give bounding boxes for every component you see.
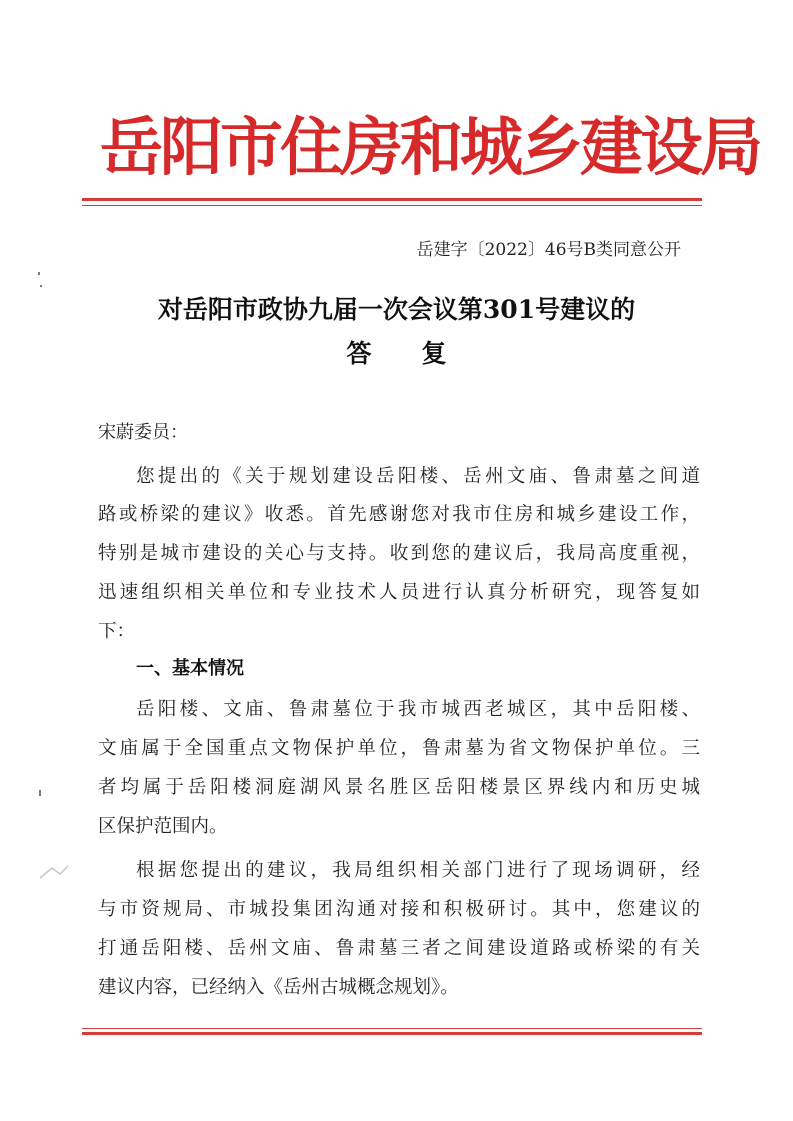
salutation: 宋蔚委员：: [98, 422, 188, 443]
header-rule-thin: [82, 205, 702, 206]
scan-mark: [38, 272, 40, 275]
footer-rule-thin: [82, 1028, 702, 1029]
text-line: 与市资规局、市城投集团沟通对接和积极研讨。其中，您建议的: [98, 899, 700, 920]
header-rule-thick: [82, 198, 702, 201]
scan-mark: [38, 852, 72, 886]
text-line: 迅速组织相关单位和专业技术人员进行认真分析研究，现答复如: [98, 582, 700, 603]
text-line: 打通岳阳楼、岳州文庙、鲁肃墓三者之间建设道路或桥梁的有关: [98, 938, 700, 959]
scan-mark: [40, 285, 42, 287]
scan-mark: [39, 790, 41, 796]
footer-rule-thick: [82, 1032, 702, 1035]
text-line: 您提出的《关于规划建设岳阳楼、岳州文庙、鲁肃墓之间道: [136, 466, 700, 487]
agency-header: 岳阳市住房和城乡建设局: [100, 111, 760, 184]
text-line: 路或桥梁的建议》收悉。首先感谢您对我市住房和城乡建设工作，: [98, 504, 700, 525]
text-line: 特别是城市建设的关心与支持。收到您的建议后，我局高度重视，: [98, 543, 700, 564]
document-number: 岳建字〔2022〕46号B类同意公开: [416, 240, 681, 260]
text-line: 区保护范围内。: [98, 816, 228, 837]
text-line: 下：: [98, 621, 136, 642]
text-line: 者均属于岳阳楼洞庭湖风景名胜区岳阳楼景区界线内和历史城: [98, 777, 700, 798]
text-line: 建议内容，已经纳入《岳州古城概念规划》。: [98, 977, 459, 998]
document-title-line-2: 答复: [346, 339, 497, 368]
section-heading-basic-situation: 一、基本情况: [136, 658, 244, 679]
text-line: 根据您提出的建议，我局组织相关部门进行了现场调研，经: [136, 860, 700, 881]
text-line: 岳阳楼、文庙、鲁肃墓位于我市城西老城区，其中岳阳楼、: [136, 699, 700, 720]
text-line: 文庙属于全国重点文物保护单位，鲁肃墓为省文物保护单位。三: [98, 738, 700, 759]
document-title-line-1: 对岳阳市政协九届一次会议第301号建议的: [157, 295, 636, 324]
